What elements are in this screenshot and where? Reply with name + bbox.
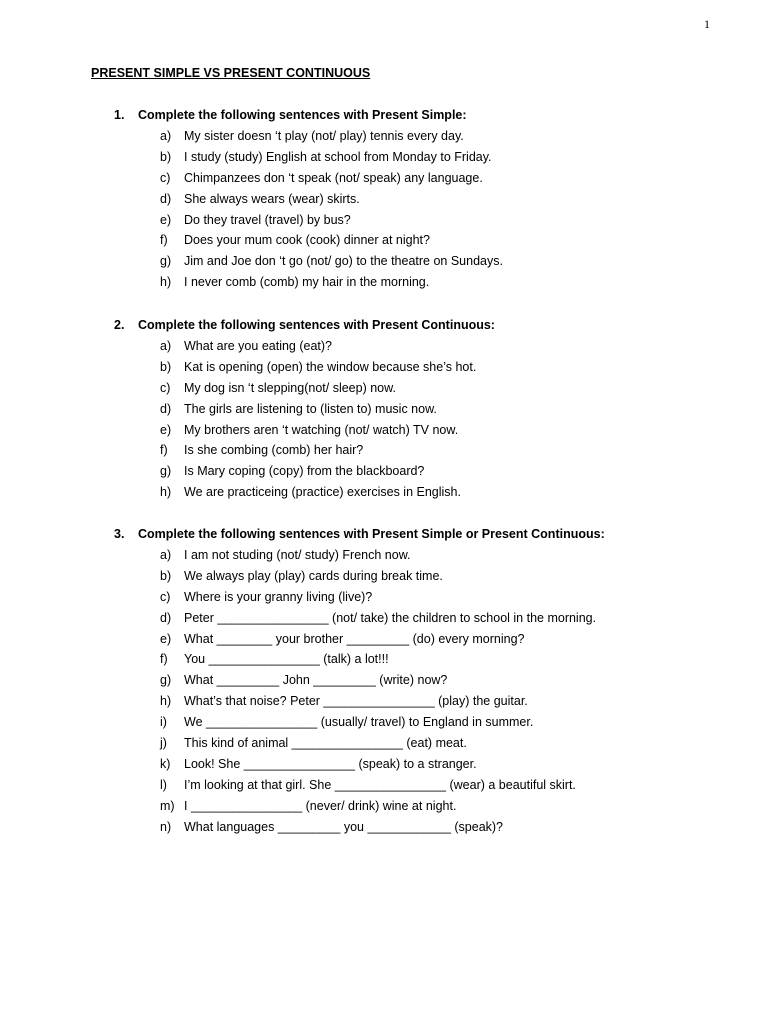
item-letter: a): [160, 129, 172, 143]
item-text: We ________________ (usually/ travel) to England in summer.: [184, 715, 534, 730]
item-text: Do they travel (travel) by bus?: [184, 212, 351, 227]
item-text: I never comb (comb) my hair in the morning.: [184, 275, 430, 290]
item-letter: a): [160, 548, 172, 562]
section-number: 1.: [114, 108, 125, 122]
item-letter: b): [160, 568, 172, 583]
item-text: I’m looking at that girl. She ________________ (wear) a beautiful skirt.: [184, 777, 576, 792]
item-letter: c): [160, 380, 171, 395]
item-text: Chimpanzees don ‘t speak (not/ speak) any language.: [184, 170, 483, 185]
item-text: Is she combing (comb) her hair?: [184, 443, 364, 458]
item-text: I am not studing (not/ study) French now.: [184, 548, 411, 562]
section-heading: [114, 318, 495, 332]
item-letter: f): [160, 443, 168, 458]
document-title: PRESENT SIMPLE VS PRESENT CONTINUOUS: [91, 66, 371, 80]
item-text: Jim and Joe don ‘t go (not/ go) to the theatre on Sundays.: [184, 254, 503, 269]
section-heading-text: Complete the following sentences with Present Continuous:: [138, 318, 495, 332]
item-letter: b): [160, 359, 172, 374]
item-text: Peter ________________ (not/ take) the children to school in the morning.: [184, 610, 597, 625]
item-letter: h): [160, 694, 172, 709]
item-text: What ________ your brother _________ (do) every morning?: [184, 631, 525, 646]
item-letter: c): [160, 589, 171, 604]
item-text: My brothers aren ‘t watching (not/ watch) TV now.: [184, 422, 459, 437]
item-letter: g): [160, 254, 172, 269]
item-letter: e): [160, 212, 172, 227]
item-letter: g): [160, 464, 172, 479]
item-text: I study (study) English at school from Monday to Friday.: [184, 149, 492, 164]
item-text: What _________ John _________ (write) now?: [184, 673, 448, 688]
item-text: I ________________ (never/ drink) wine at night.: [184, 798, 457, 813]
item-text: Where is your granny living (live)?: [184, 589, 373, 604]
section-number: 3.: [114, 527, 125, 541]
item-letter: e): [160, 631, 172, 646]
item-letter: f): [160, 233, 168, 248]
section-heading-text: Complete the following sentences with Present Simple or Present Continuous:: [138, 527, 605, 541]
item-text: My dog isn ‘t slepping(not/ sleep) now.: [184, 380, 396, 395]
section-heading-text: Complete the following sentences with Present Simple:: [138, 108, 467, 122]
item-text: She always wears (wear) skirts.: [184, 191, 360, 206]
item-letter: l): [160, 777, 167, 792]
item-text: What’s that noise? Peter ________________ (play) the guitar.: [184, 694, 528, 709]
item-text: What are you eating (eat)?: [184, 339, 332, 353]
item-letter: i): [160, 715, 167, 730]
item-letter: h): [160, 275, 172, 290]
item-letter: a): [160, 339, 172, 353]
item-text: Look! She ________________ (speak) to a stranger.: [184, 756, 477, 771]
item-letter: h): [160, 485, 172, 500]
item-letter: d): [160, 610, 172, 625]
item-letter: j): [160, 736, 167, 751]
item-letter: m): [160, 798, 175, 813]
item-text: Is Mary coping (copy) from the blackboard?: [184, 464, 425, 479]
item-text: Does your mum cook (cook) dinner at night?: [184, 233, 430, 248]
item-text: The girls are listening to (listen to) music now.: [184, 401, 437, 416]
section-heading: [114, 108, 467, 122]
section-heading: [114, 527, 605, 541]
item-letter: b): [160, 149, 172, 164]
item-letter: n): [160, 819, 172, 834]
section-number: 2.: [114, 318, 125, 332]
item-text: You ________________ (talk) a lot!!!: [184, 652, 389, 667]
item-letter: g): [160, 673, 172, 688]
item-text: What languages _________ you ____________ (speak)?: [184, 819, 504, 834]
item-letter: d): [160, 191, 172, 206]
item-text: We are practiceing (practice) exercises in English.: [184, 485, 461, 500]
item-letter: c): [160, 170, 171, 185]
item-text: This kind of animal ________________ (eat) meat.: [184, 736, 467, 751]
item-text: My sister doesn ‘t play (not/ play) tennis every day.: [184, 129, 464, 143]
item-letter: k): [160, 756, 171, 771]
item-letter: e): [160, 422, 172, 437]
item-text: We always play (play) cards during break time.: [184, 568, 443, 583]
item-letter: d): [160, 401, 172, 416]
item-letter: f): [160, 652, 168, 667]
item-text: Kat is opening (open) the window because she’s hot.: [184, 359, 477, 374]
page-number: 1: [704, 17, 710, 31]
